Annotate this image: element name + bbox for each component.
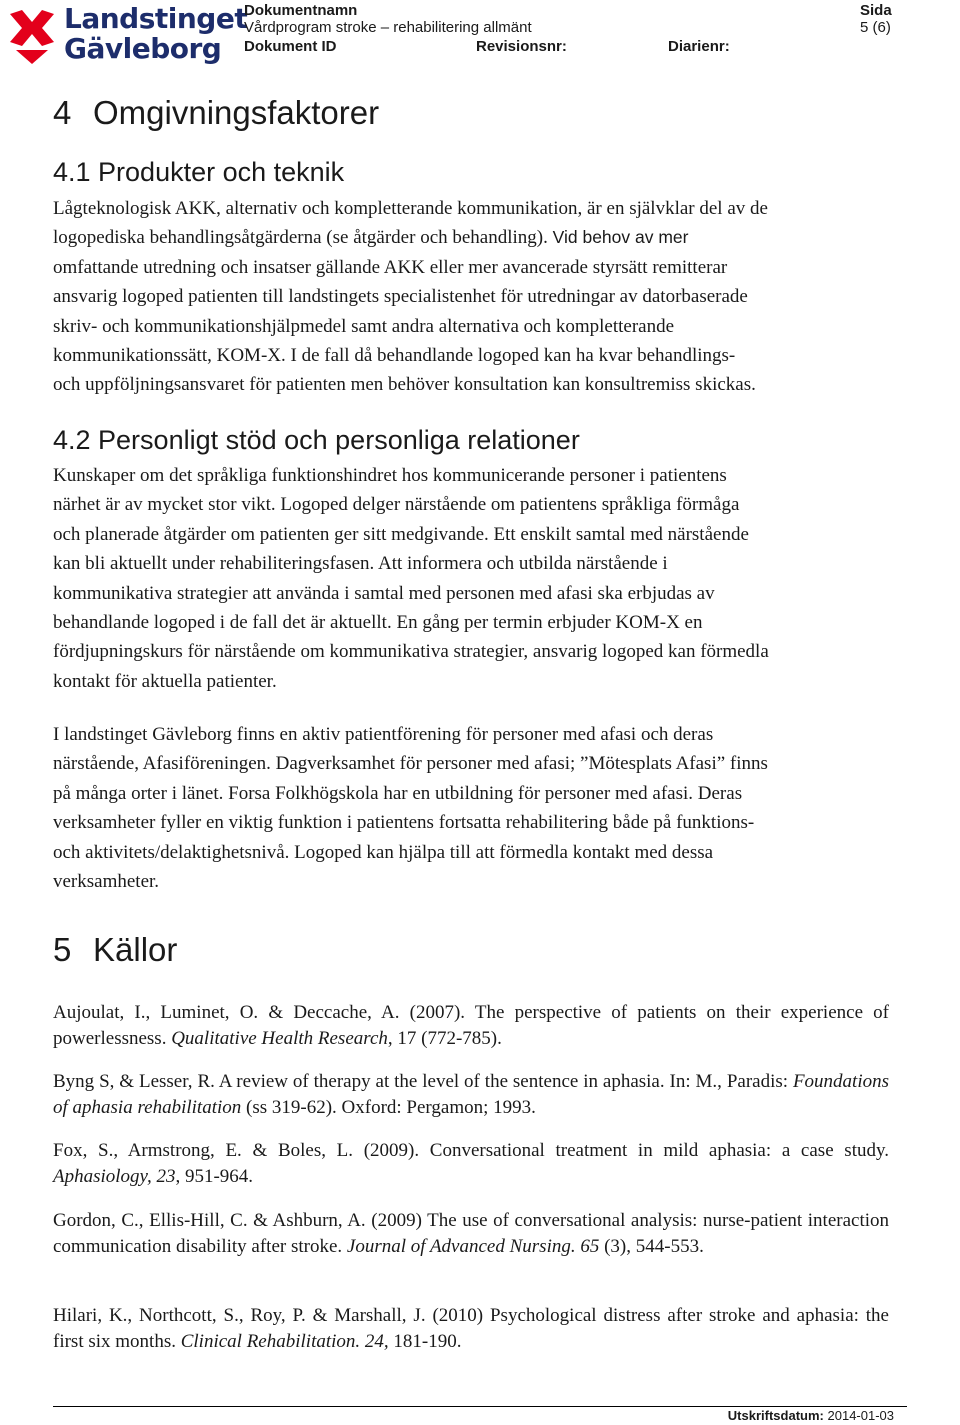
footer-divider [53,1406,907,1407]
section-4-1-text-c: omfattande utredning och insatser gällande AKK eller mer avancerade styrsätt remitterar ansvarig logoped patienten till landstingets specialistenhet för utredningar av datorbaserade skriv- och kommunikationshjälpmedel samt andra alternativa och kompletterande kommunikationssätt, KOM-X. I de fall då behandlande logoped kan ha kvar behandlings- och uppföljningsansvaret för patienten men behöver konsultation kan konsultremiss skickas. [53,256,756,396]
section-5-heading [53,930,177,970]
section-4-1-paragraph [53,194,893,400]
section-4-number: 4 [53,94,72,131]
reference-text: Fox, S., Armstrong, E. & Boles, L. (2009). Conversational treatment in mild aphasia: a case study. [53,1140,889,1161]
reference-item [53,1000,889,1051]
logo-line-1: Landstinget [64,2,248,35]
dokumentnamn-label: Dokumentnamn [244,2,358,19]
landstinget-gavleborg-logo [6,2,248,68]
diarienr-label: Diarienr: [668,38,730,55]
print-date-label: Utskriftsdatum: [727,1408,824,1423]
reference-text: Aujoulat, I., Luminet, O. & Deccache, A. (2007). The perspective of patients on their experience of powerlessness. [53,1002,889,1049]
reference-source: Aphasiology, 23 [53,1165,176,1187]
reference-source: Journal of Advanced Nursing. 65 [346,1235,600,1257]
section-4-1-heading: 4.1 Produkter och teknik [53,157,345,187]
section-4-heading [53,93,379,133]
reference-source: Qualitative Health Research [171,1027,388,1049]
section-4-title: Omgivningsfaktorer [93,94,380,131]
section-4-1-text-a: Lågteknologisk AKK, alternativ och kompletterande kommunikation, är en självklar del av de logopediska behandlingsåtgärderna (se åtgärder och behandling). [53,198,768,249]
dokumentnamn-value: Vårdprogram stroke – rehabilitering allmänt [244,19,532,36]
sida-label: Sida [860,2,892,19]
print-date-value: 2014-01-03 [827,1408,894,1423]
reference-details: 181-190. [388,1330,462,1352]
reference-item [53,1069,889,1120]
reference-text: Gordon, C., Ellis-Hill, C. & Ashburn, A. (2009) The use of conversational analysis: nurse-patient interaction communication disability after stroke. [53,1210,889,1257]
revisionsnr-label: Revisionsnr: [476,38,567,55]
print-date [728,1408,894,1423]
reference-item [53,1138,889,1189]
reference-details: (ss 319-62). Oxford: Pergamon; 1993. [241,1096,536,1118]
reference-text: Hilari, K., Northcott, S., Roy, P. & Marshall, J. (2010) Psychological distress after stroke and aphasia: the first six months. [53,1305,889,1352]
section-4-2-paragraph-2: I landstinget Gävleborg finns en aktiv patientförening för personer med afasi och deras närstående, Afasiföreningen. Dagverksamhet för personer med afasi; ”Mötesplats Afasi” finns på många orter i länet. Forsa Folkhögskola har en utbildning för personer med afasi. Deras verksamheter fyller en viktig funktion i patientens fortsatta rehabilitering både på funktions- och aktivitets/delaktighetsnivå. Logoped kan hjälpa till att förmedla kontakt med dessa verksamheter. [53,724,768,893]
section-4-1-text-b: Vid behov av mer [552,227,689,248]
reference-source: Clinical Rehabilitation. 24, [180,1330,389,1352]
section-4-2-paragraph-1: Kunskaper om det språkliga funktionshindret hos kommunicerande personer i patientens närhet är av mycket stor vikt. Logoped delger närstående om patientens språkliga förmåga och planerade åtgärder om patienten ger sitt medgivande. Ett enskilt samtal med närstående kan bli aktuellt under rehabiliteringsfasen. Att informera och utbilda närstående i kommunikativa strategier att använda i samtal med personen med afasi ska erbjudas av behandlande logoped i de fall det är aktuellt. En gång per termin erbjuder KOM-X en fördjupningskurs för närstående om kommunikativa strategier, ansvarig logoped kan förmedla kontakt för aktuella patienter. [53,465,769,692]
logo-line-2: Gävleborg [64,32,222,65]
section-5-number: 5 [53,931,72,968]
reference-details: (3), 544-553. [599,1235,704,1257]
reference-details: , 951-964. [175,1165,254,1187]
dokument-id-label: Dokument ID [244,38,337,55]
reference-item [53,1303,889,1354]
reference-item [53,1208,889,1259]
reference-details: , 17 (772-785). [387,1027,502,1049]
section-4-2-heading: 4.2 Personligt stöd och personliga relationer [53,425,580,455]
section-5-title: Källor [93,931,178,968]
reference-text: Byng S, & Lesser, R. A review of therapy at the level of the sentence in aphasia. In: M., Paradis: [53,1071,793,1092]
sida-value: 5 (6) [860,19,891,36]
logo-emblem-icon [6,6,58,66]
reference-source: Foundations of aphasia rehabilitation [53,1071,889,1118]
